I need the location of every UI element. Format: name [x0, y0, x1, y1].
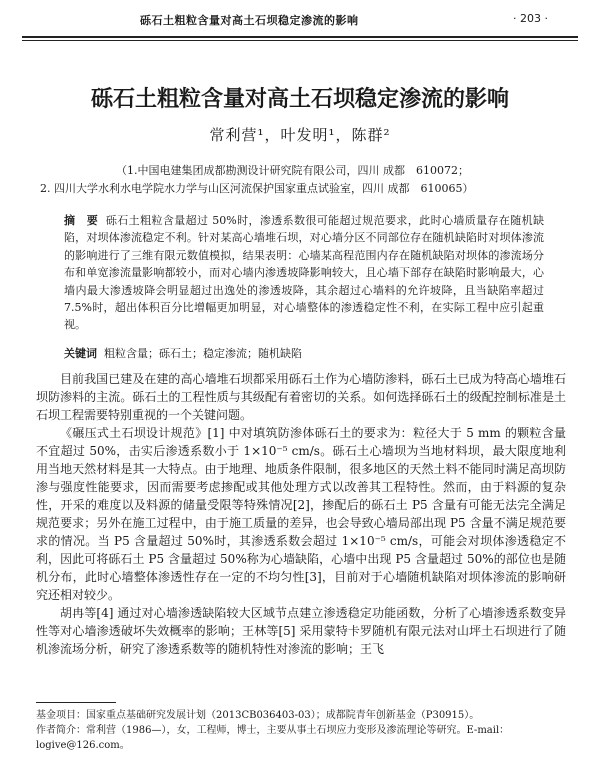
running-header — [0, 0, 600, 38]
body-paragraph: 胡冉等[4] 通过对心墙渗透缺陷较大区域节点建立渗透稳定功能函数，分析了心墙渗透系数变异性等对心墙渗透破坏失效概率的影响；王林等[5] 采用蒙特卡罗随机有限元法对山坪土石坝进行了随机渗流场分析，研究了渗透系数等的随机特性对渗流的影响；王飞 — [36, 606, 566, 656]
page-number: · 203 · — [513, 12, 548, 25]
body-text — [36, 370, 566, 658]
footnote: 基金项目：国家重点基础研究发展计划（2013CB036403-03）；成都院青年创新基金（P30915）。 作者简介：常利营（1986—），女，工程师，博士，主要从事土石坝应力变形及渗流理论等研究。E-mail：logive@126.com。 — [36, 710, 510, 751]
authors: 常利营¹，叶发明¹，陈群² — [209, 126, 391, 144]
footnote-rule — [36, 702, 116, 703]
affiliation-1: （1.中国电建集团成都勘测设计研究院有限公司，四川 成都 610072； — [116, 164, 469, 177]
abstract-label: 摘 要 — [64, 214, 99, 227]
header-rule-thick — [22, 36, 578, 38]
keywords-label: 关键词 — [64, 347, 97, 360]
body-paragraph: 目前我国已建及在建的高心墙堆石坝都采用砾石土作为心墙防渗料，砾石土已成为特高心墙堆石坝防渗料的主流。砾石土的工程性质与其级配有着密切的关系。如何选择砾石土的级配控制标准是土石坝工程需要特别重视的一个关键问题。 — [36, 372, 566, 422]
affiliation-2: 2. 四川大学水利水电学院水力学与山区河流保护国家重点试验室，四川 成都 610065） — [40, 182, 474, 195]
abstract — [64, 212, 544, 334]
keywords — [64, 345, 544, 361]
abstract-text: 砾石土粗粒含量超过 50%时，渗透系数很可能超过规范要求，此时心墙质量存在随机缺陷，对坝体渗流稳定不利。针对某高心墙堆石坝，对心墙分区不同部位存在随机缺陷时对坝体渗流的影响进行了三维有限元数值模拟，结果表明：心墙某高程范围内存在随机缺陷对坝体的渗流场分布和单宽渗流量影响都较小，而对心墙内渗透坡降影响较大，且心墙下部存在缺陷时影响最大，心墙内最大渗透坡降会明显超过出逸处的渗透坡降，其余超过心墙料的允许坡降，且当缺陷率超过 7.5%时，超出体积百分比增幅更加明显，对心墙整体的渗透稳定性不利，在实际工程中应引起重视。 — [64, 214, 545, 332]
running-title: 砾石土粗粒含量对高土石坝稳定渗流的影响 — [140, 14, 359, 27]
keywords-text: 粗粒含量；砾石土；稳定渗流；随机缺陷 — [104, 347, 302, 360]
body-paragraph: 《碾压式土石坝设计规范》[1] 中对填筑防渗体砾石土的要求为：粒径大于 5 mm 的颗粒含量不宜超过 50%，击实后渗透系数小于 1×10⁻⁵ cm/s。砾石土心墙坝为当地材料坝，最大限度地利用当地天然材料是其一大特点。由于地理、地质条件限制，很多地区的天然土料不能同时满足高坝防渗与强度性能要求，因而需要考虑掺配或其他处理方式以改善其工程特性。然而，由于料源的复杂性，开采的难度以及料源的储量受限等特殊情况[2]，掺配后的砾石土 P5 含量有可能无法完全满足规范要求；另外在施工过程中，由于施工质量的差异，也会导致心墙局部出现 P5 含量不满足规范要求的情况。当 P5 含量超过 50%时，其渗透系数会超过 1×10⁻⁵ cm/s，可能会对坝体渗透稳定不利，因此可将砾石土 P5 含量超过 50%称为心墙缺陷，心墙中出现 P5 含量超过 50%的部位也是随机分布，此时心墙整体渗透性存在一定的不均匀性[3]，目前对于心墙随机缺陷对坝体渗流的影响研究还相对较少。 — [36, 426, 566, 602]
paper-title: 砾石土粗粒含量对高土石坝稳定渗流的影响 — [90, 87, 509, 112]
header-rule-thin — [22, 40, 578, 41]
